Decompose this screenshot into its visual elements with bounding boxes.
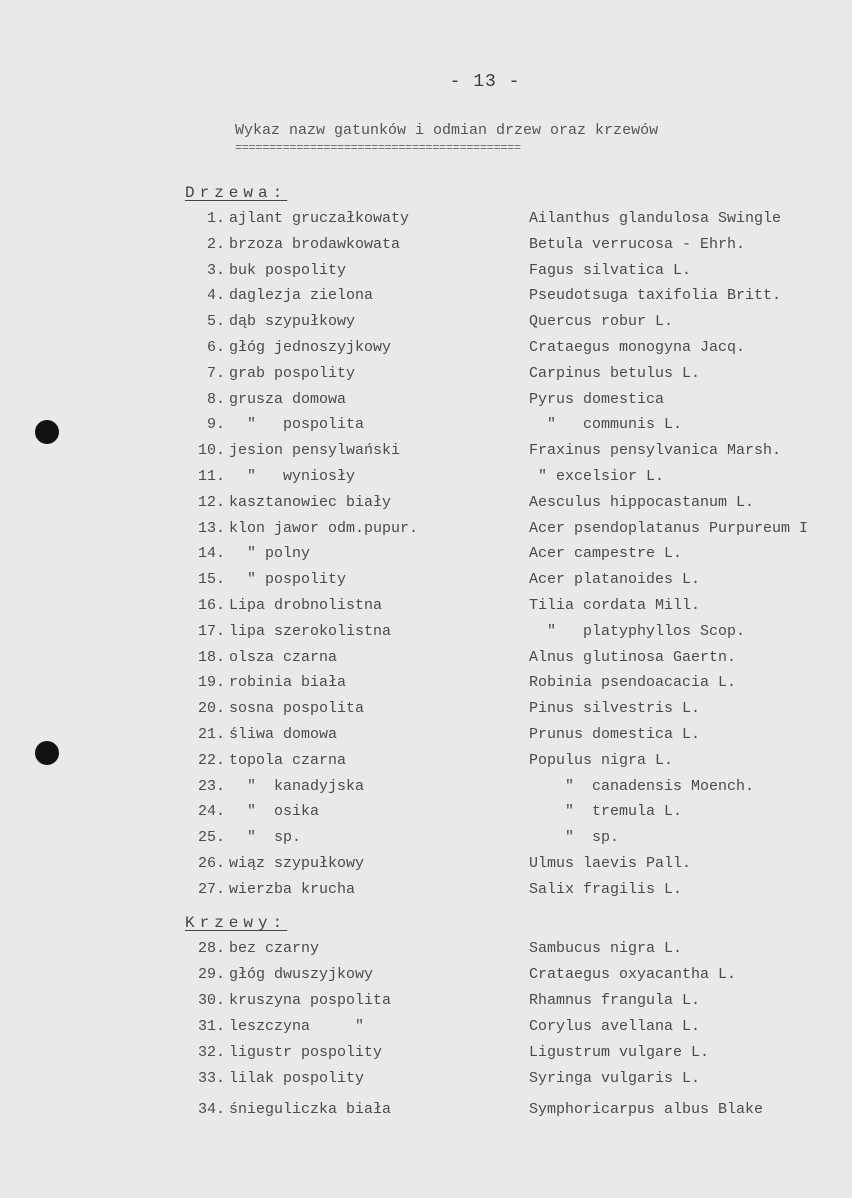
item-number: 26. [197, 855, 225, 872]
item-number: 10. [197, 442, 225, 460]
polish-name: olsza czarna [229, 648, 338, 666]
polish-name: sosna pospolita [229, 700, 365, 718]
item-number: 18. [197, 648, 225, 666]
latin-name: Carpinus betulus L. [529, 364, 701, 382]
latin-name: Acer psendoplatanus Purpureum I [529, 519, 809, 537]
latin-name: Pyrus domestica [529, 390, 665, 408]
item-number: 20. [197, 700, 225, 718]
item-number: 14. [197, 545, 225, 563]
latin-name: " excelsior L. [529, 468, 665, 485]
polish-name: wierzba krucha [229, 880, 356, 898]
polish-name: " osika [229, 803, 320, 821]
latin-name: Betula verrucosa - Ehrh. [529, 235, 746, 253]
polish-name: " pospolity [229, 571, 347, 589]
latin-name: Quercus robur L. [529, 313, 674, 331]
item-number: 24. [197, 803, 225, 821]
polish-name: jesion pensylwański [229, 442, 401, 460]
polish-name: śnieguliczka biała [229, 1101, 392, 1118]
latin-name: " communis L. [529, 416, 683, 434]
item-number: 32. [197, 1044, 225, 1061]
item-number: 13. [197, 519, 225, 537]
item-number: 27. [197, 880, 225, 898]
item-number: 9. [206, 416, 225, 434]
polish-name: kasztanowiec biały [229, 493, 392, 511]
polish-name: grusza domowa [229, 390, 347, 408]
polish-name: lipa szerokolistna [229, 622, 392, 640]
latin-name: Rhamnus frangula L. [529, 992, 701, 1009]
latin-name: Pseudotsuga taxifolia Britt. [529, 287, 782, 305]
polish-name: ajlant gruczałkowaty [229, 210, 410, 227]
item-number: 15. [197, 571, 225, 589]
item-number: 6. [206, 339, 225, 356]
latin-name: Ligustrum vulgare L. [529, 1044, 710, 1061]
latin-name: Fagus silvatica L. [529, 261, 692, 279]
latin-name: Acer platanoides L. [529, 571, 701, 589]
item-number: 8. [206, 390, 225, 408]
latin-name: " canadensis Moench. [529, 777, 755, 795]
latin-name: Sambucus nigra L. [529, 940, 683, 957]
polish-name: " pospolita [229, 416, 365, 434]
polish-name: wiąz szypułkowy [229, 855, 365, 872]
polish-name: kruszyna pospolita [229, 992, 392, 1009]
polish-name: brzoza brodawkowata [229, 235, 401, 253]
latin-name: Aesculus hippocastanum L. [529, 493, 755, 511]
latin-name: " tremula L. [529, 803, 683, 821]
polish-name: " kanadyjska [229, 777, 365, 795]
item-number: 28. [197, 940, 225, 957]
polish-name: głóg dwuszyjkowy [229, 966, 374, 983]
polish-name: dąb szypułkowy [229, 313, 356, 331]
item-number: 17. [197, 622, 225, 640]
latin-name: " platyphyllos Scop. [529, 622, 746, 640]
polish-name: " sp. [229, 829, 302, 847]
latin-name: Salix fragilis L. [529, 880, 683, 898]
item-number: 33. [197, 1070, 225, 1087]
item-number: 21. [197, 726, 225, 743]
polish-name: ligustr pospolity [229, 1044, 383, 1061]
latin-name: Acer campestre L. [529, 545, 683, 563]
polish-name: śliwa domowa [229, 726, 338, 743]
polish-name: leszczyna " [229, 1018, 365, 1035]
latin-name: Ailanthus glandulosa Swingle [529, 210, 782, 227]
polish-name: " wyniosły [229, 468, 356, 485]
latin-name: Pinus silvestris L. [529, 700, 701, 718]
item-number: 3. [206, 261, 225, 279]
punch-hole [35, 741, 59, 765]
latin-name: Prunus domestica L. [529, 726, 701, 743]
polish-name: " polny [229, 545, 311, 563]
polish-name: topola czarna [229, 751, 347, 769]
polish-name: buk pospolity [229, 261, 347, 279]
item-number: 29. [197, 966, 225, 983]
latin-name: Symphoricarpus albus Blake [529, 1101, 764, 1118]
item-number: 34. [197, 1101, 225, 1118]
latin-name: Tilia cordata Mill. [529, 597, 701, 614]
latin-name: Syringa vulgaris L. [529, 1070, 701, 1087]
polish-name: grab pospolity [229, 364, 356, 382]
item-number: 31. [197, 1018, 225, 1035]
item-number: 23. [197, 777, 225, 795]
polish-name: głóg jednoszyjkowy [229, 339, 392, 356]
item-number: 7. [206, 364, 225, 382]
polish-name: lilak pospolity [229, 1070, 365, 1087]
item-number: 19. [197, 674, 225, 692]
item-number: 25. [197, 829, 225, 847]
polish-name: robinia biała [229, 674, 347, 692]
polish-name: bez czarny [229, 940, 320, 957]
latin-name: Robinia psendoacacia L. [529, 674, 737, 692]
title-underline: ========================================== [235, 141, 521, 155]
latin-name: Corylus avellana L. [529, 1018, 701, 1035]
page-number: - 13 - [449, 72, 521, 92]
item-number: 12. [197, 493, 225, 511]
item-number: 5. [206, 313, 225, 331]
item-number: 30. [197, 992, 225, 1009]
item-number: 4. [206, 287, 225, 305]
item-number: 1. [206, 210, 225, 227]
section-heading: Krzewy: [185, 914, 288, 932]
item-number: 16. [197, 597, 225, 614]
latin-name: Crataegus oxyacantha L. [529, 966, 737, 983]
polish-name: Lipa drobnolistna [229, 597, 383, 614]
latin-name: Alnus glutinosa Gaertn. [529, 648, 737, 666]
latin-name: Ulmus laevis Pall. [529, 855, 692, 872]
latin-name: Populus nigra L. [529, 751, 674, 769]
latin-name: Crataegus monogyna Jacq. [529, 339, 746, 356]
item-number: 2. [206, 235, 225, 253]
polish-name: daglezja zielona [229, 287, 374, 305]
polish-name: klon jawor odm.pupur. [229, 519, 419, 537]
document-title: Wykaz nazw gatunków i odmian drzew oraz krzewów [235, 122, 659, 139]
latin-name: " sp. [529, 829, 620, 847]
item-number: 11. [197, 468, 225, 485]
section-heading: Drzewa: [185, 184, 288, 202]
item-number: 22. [197, 751, 225, 769]
punch-hole [35, 420, 59, 444]
latin-name: Fraxinus pensylvanica Marsh. [529, 442, 782, 460]
